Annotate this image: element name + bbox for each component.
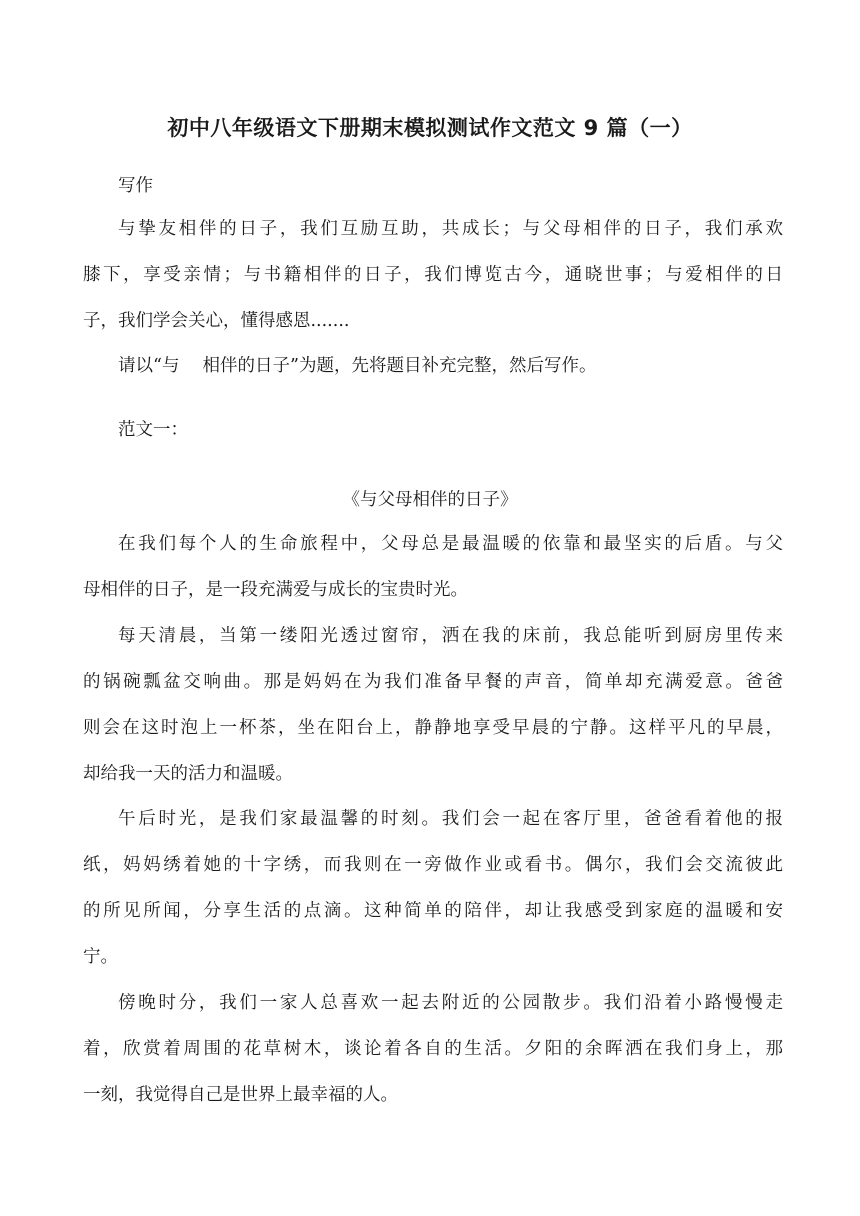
essay-paragraph-line: 的所见所闻，分享生活的点滴。这种简单的陪伴，却让我感受到家庭的温暖和安 [83,901,783,921]
essay-paragraph-line: 的锅碗瓢盆交响曲。那是妈妈在为我们准备早餐的声音，简单却充满爱意。爸爸 [83,672,783,692]
essay-paragraph-line: 则会在这时泡上一杯茶，坐在阳台上，静静地享受早晨的宁静。这样平凡的早晨， [83,718,783,738]
essay-paragraph-line: 在我们每个人的生命旅程中，父母总是最温暖的依靠和最坚实的后盾。与父 [118,534,783,554]
essay-paragraph-line: 着，欣赏着周围的花草树木，谈论着各自的生活。夕阳的余晖洒在我们身上，那 [83,1039,783,1059]
essay-paragraph-line: 宁。 [83,947,118,967]
prompt-line: 膝下，享受亲情；与书籍相伴的日子，我们博览古今，通晓世事；与爱相伴的日 [83,265,783,285]
prompt-line: 子，我们学会关心，懂得感恩....... [83,311,350,331]
document-title: 初中八年级语文下册期末模拟测试作文范文 9 篇（一） [167,116,693,140]
prompt-line: 与挚友相伴的日子，我们互励互助，共成长；与父母相伴的日子，我们承欢 [118,219,783,239]
essay-paragraph-line: 纸，妈妈绣着她的十字绣，而我则在一旁做作业或看书。偶尔，我们会交流彼此 [83,855,783,875]
essay-title: 《与父母相伴的日子》 [342,490,518,510]
essay-label: 范文一： [118,420,188,440]
writing-instruction: 请以“与 相伴的日子”为题，先将题目补充完整，然后写作。 [118,356,597,376]
essay-paragraph-line: 母相伴的日子，是一段充满爱与成长的宝贵时光。 [83,580,468,600]
essay-paragraph-line: 却给我一天的活力和温暖。 [83,764,293,784]
essay-paragraph-line: 一刻，我觉得自己是世界上最幸福的人。 [83,1085,398,1105]
section-label: 写作 [118,176,153,196]
essay-paragraph-line: 傍晚时分，我们一家人总喜欢一起去附近的公园散步。我们沿着小路慢慢走 [118,993,783,1013]
essay-paragraph-line: 午后时光，是我们家最温馨的时刻。我们会一起在客厅里，爸爸看着他的报 [118,809,783,829]
essay-paragraph-line: 每天清晨，当第一缕阳光透过窗帘，洒在我的床前，我总能听到厨房里传来 [118,626,783,646]
